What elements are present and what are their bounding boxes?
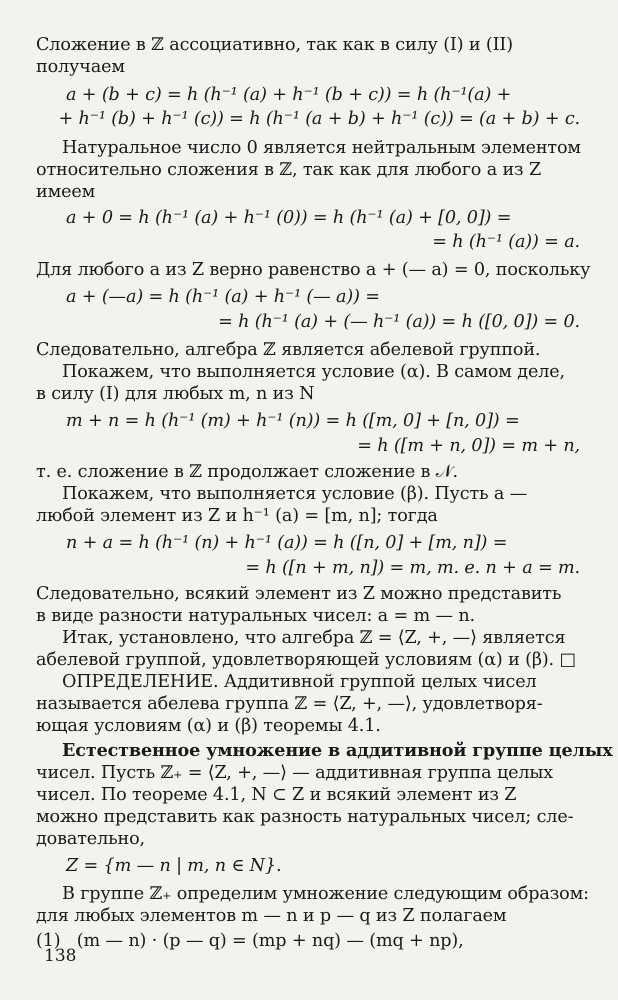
text-line: Покажем, что выполняется условие (β). Пусть a — [62,484,528,504]
formula-line: a + (—a) = h (h⁻¹ (a) + h⁻¹ (— a)) = [66,287,380,307]
formula-line: = h (h⁻¹ (a) + (— h⁻¹ (a)) = h ([0, 0]) = 0. [218,312,580,332]
formula-line: + h⁻¹ (b) + h⁻¹ (c)) = h (h⁻¹ (a + b) + h⁻¹ (c)) = (a + b) + c. [58,109,580,129]
text-line: Следовательно, всякий элемент из Z можно представить [36,584,562,604]
section-heading-line: Естественное умножение в аддитивной группе целых [62,740,613,761]
text-line: Для любого a из Z верно равенство a + (— a) = 0, поскольку [36,260,591,280]
text-line: ющая условиям (α) и (β) теоремы 4.1. [36,716,381,736]
formula-line: = h ([m + n, 0]) = m + n, [357,436,580,456]
text-line: Сложение в ℤ ассоциативно, так как в силу (I) и (II) [36,35,513,55]
text-line: абелевой группой, удовлетворяющей условиям (α) и (β). □ [36,650,576,670]
text-line: любой элемент из Z и h⁻¹ (a) = [m, n]; тогда [36,506,438,526]
text-line: Следовательно, алгебра ℤ является абелевой группой. [36,340,541,360]
text-line: для любых элементов m — n и p — q из Z полагаем [36,906,507,926]
formula-line: n + a = h (h⁻¹ (n) + h⁻¹ (a)) = h ([n, 0] + [m, n]) = [66,533,508,553]
text-line: Итак, установлено, что алгебра ℤ = ⟨Z, +, —⟩ является [62,628,566,648]
text-line: называется абелева группа ℤ = ⟨Z, +, —⟩, удовлетворя- [36,694,543,714]
text-line: довательно, [36,829,145,849]
formula-line: (1) (m — n) · (p — q) = (mp + nq) — (mq + np), [36,931,464,951]
text-line: Натуральное число 0 является нейтральным элементом [62,138,581,158]
page-number: 138 [44,946,77,966]
text-line: чисел. По теореме 4.1, N ⊂ Z и всякий элемент из Z [36,785,517,805]
text-line: Покажем, что выполняется условие (α). В самом деле, [62,362,565,382]
formula-line: a + 0 = h (h⁻¹ (a) + h⁻¹ (0)) = h (h⁻¹ (a) + [0, 0]) = [66,208,512,228]
text-line: получаем [36,57,125,77]
text-line: относительно сложения в ℤ, так как для любого a из Z [36,160,542,180]
text-line: в виде разности натуральных чисел: a = m — n. [36,606,475,626]
text-line: в силу (I) для любых m, n из N [36,384,315,404]
text-line: можно представить как разность натуральных чисел; сле- [36,807,574,827]
text-line: В группе ℤ₊ определим умножение следующим образом: [62,884,589,904]
definition-line: ОПРЕДЕЛЕНИЕ. Аддитивной группой целых чисел [62,672,537,692]
text-line: чисел. Пусть ℤ₊ = ⟨Z, +, —⟩ — аддитивная группа целых [36,763,554,783]
text-line: т. е. сложение в ℤ продолжает сложение в 𝒩. [36,462,458,482]
text-line: имеем [36,182,96,202]
formula-line: Z = {m — n | m, n ∈ N}. [66,856,282,876]
formula-line: m + n = h (h⁻¹ (m) + h⁻¹ (n)) = h ([m, 0] + [n, 0]) = [66,411,520,431]
formula-line: = h ([n + m, n]) = m, т. е. n + a = m. [245,558,580,578]
formula-line: = h (h⁻¹ (a)) = a. [432,232,580,252]
formula-line: a + (b + c) = h (h⁻¹ (a) + h⁻¹ (b + c)) = h (h⁻¹(a) + [66,85,512,105]
